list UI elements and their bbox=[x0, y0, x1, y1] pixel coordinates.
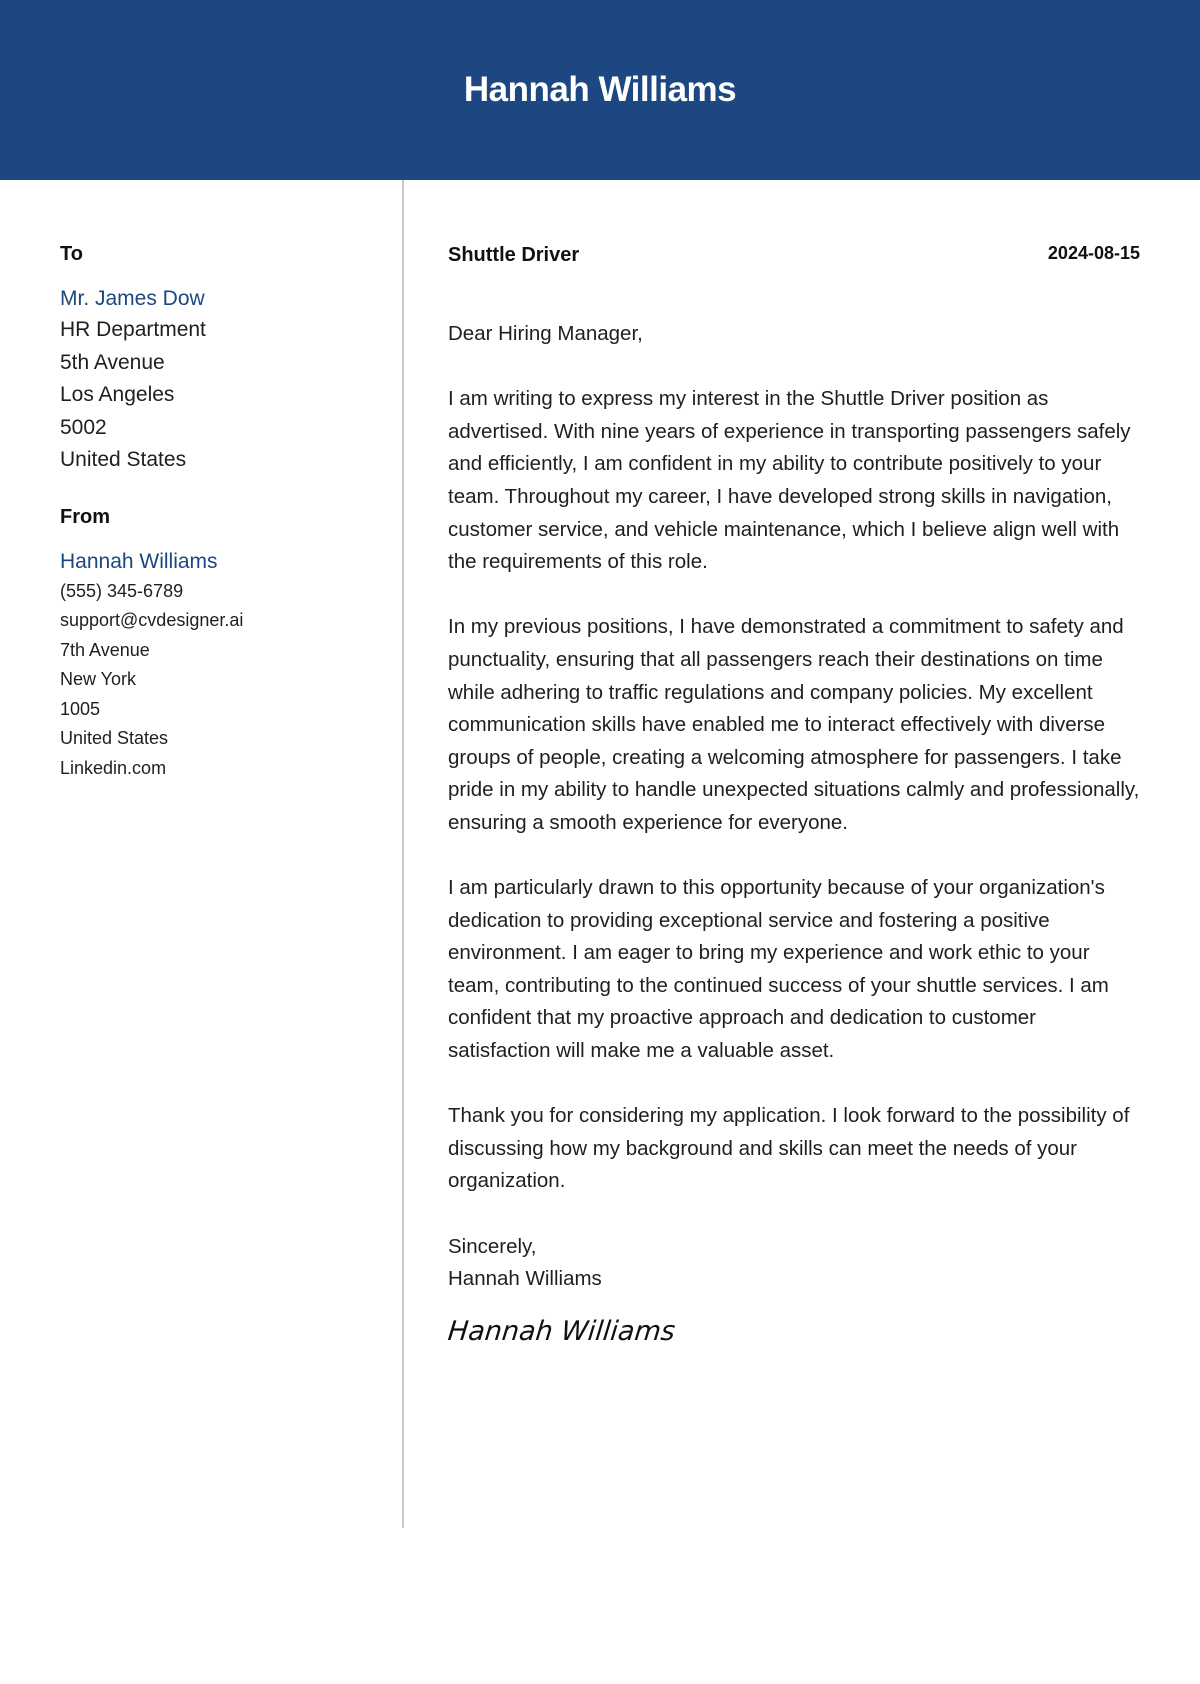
recipient-country: United States bbox=[60, 448, 187, 471]
recipient-street: 5th Avenue bbox=[60, 350, 165, 374]
signature: Hannah Williams bbox=[446, 1315, 677, 1347]
letter-heading bbox=[448, 240, 1140, 270]
recipient-postcode: 5002 bbox=[60, 415, 107, 439]
sidebar bbox=[60, 240, 380, 783]
sender-postcode: 1005 bbox=[60, 698, 101, 719]
page-title: Hannah Williams bbox=[463, 70, 737, 109]
closing bbox=[448, 1231, 1140, 1296]
header-banner bbox=[0, 0, 1200, 180]
sender-country: United States bbox=[60, 728, 169, 748]
recipient-department: HR Department bbox=[60, 318, 206, 341]
job-title: Shuttle Driver bbox=[448, 244, 580, 266]
sender-phone: (555) 345-6789 bbox=[60, 580, 184, 601]
recipient-city: Los Angeles bbox=[60, 383, 175, 406]
sender-street: 7th Avenue bbox=[60, 639, 150, 660]
sender-email: support@cvdesigner.ai bbox=[60, 610, 244, 630]
recipient-name: Mr. James Dow bbox=[60, 287, 205, 310]
closing-phrase: Sincerely, bbox=[448, 1234, 537, 1258]
letter-body bbox=[448, 240, 1140, 1350]
column-divider bbox=[402, 180, 404, 1528]
salutation: Dear Hiring Manager, bbox=[448, 322, 643, 345]
paragraph-2: In my previous positions, I have demonstrated a commitment to safety and punctuality, ensuring that all passengers reach their destinations on time while adhering to traffic regulations and company policies. My excellent communication skills have enabled me to interact effectively with diverse groups of people, creating a welcoming atmosphere for passengers. I take pride in my ability to handle unexpected situations calmly and professionally, ensuring a smooth experience for everyone. bbox=[448, 615, 1140, 834]
sender-linkedin: Linkedin.com bbox=[60, 757, 167, 778]
to-label: To bbox=[60, 243, 83, 265]
paragraph-3: I am particularly drawn to this opportunity because of your organization's dedication to providing exceptional service and fostering a positive environment. I am eager to bring my experience and work ethic to your team, contributing to the continued success of your shuttle services. I am confident that my proactive approach and dedication to customer satisfaction will make me a valuable asset. bbox=[448, 876, 1109, 1063]
sender-name: Hannah Williams bbox=[60, 549, 218, 573]
paragraph-1: I am writing to express my interest in the Shuttle Driver position as advertised. With nine years of experience in transporting passengers safely and efficiently, I am confident in my ability to contribute positively to your team. Throughout my career, I have developed strong skills in navigation, customer service, and vehicle maintenance, which I believe align well with the requirements of this role. bbox=[448, 387, 1131, 574]
closing-name: Hannah Williams bbox=[448, 1267, 602, 1291]
paragraph-4: Thank you for considering my application. I look forward to the possibility of discussing how my background and skills can meet the needs of your organization. bbox=[448, 1104, 1130, 1193]
from-label: From bbox=[60, 505, 110, 528]
letter-date: 2024-08-15 bbox=[1047, 243, 1140, 263]
sender-city: New York bbox=[60, 669, 137, 689]
